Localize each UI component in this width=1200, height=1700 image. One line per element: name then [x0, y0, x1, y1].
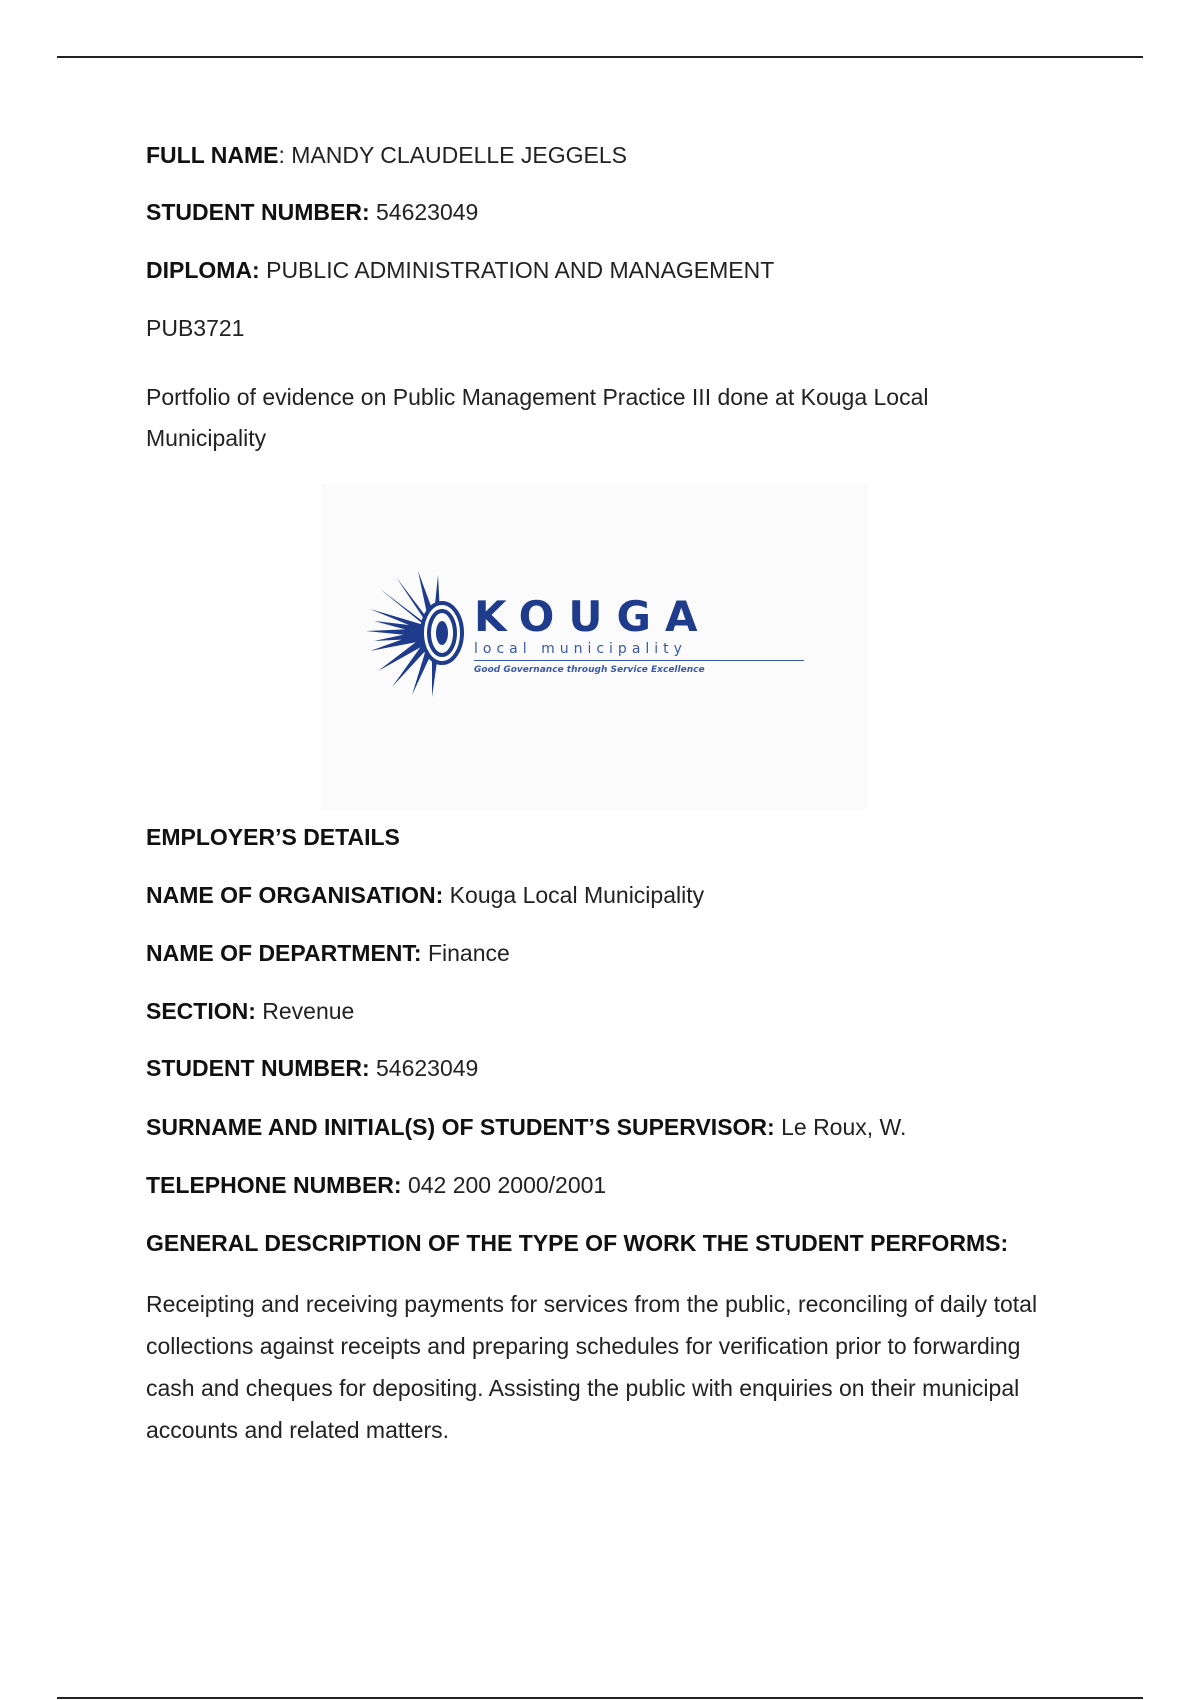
module-code-line [146, 313, 244, 343]
student-number-label: STUDENT NUMBER: [146, 199, 370, 225]
employer-heading: EMPLOYER’S DETAILS [146, 824, 400, 850]
student-number-value: 54623049 [369, 199, 479, 225]
diploma-line [146, 255, 774, 285]
general-description-heading: GENERAL DESCRIPTION OF THE TYPE OF WORK THE STUDENT PERFORMS: [146, 1230, 1009, 1256]
kouga-logo [322, 484, 868, 810]
kouga-sun-logo-icon [360, 570, 470, 700]
employer-student-number-label: STUDENT NUMBER: [146, 1055, 370, 1081]
department-line [146, 938, 510, 968]
footer-rule [57, 1697, 1143, 1699]
section-value: Revenue [255, 998, 355, 1024]
telephone-line [146, 1170, 606, 1200]
logo-subtitle: local municipality [474, 641, 687, 657]
student-number-line [146, 197, 478, 227]
employer-student-number-value: 54623049 [369, 1055, 479, 1081]
logo-tagline: Good Governance through Service Excellence [474, 665, 705, 675]
general-heading-line [146, 1228, 1008, 1258]
supervisor-line [146, 1112, 906, 1142]
logo-wordmark: KOUGA [474, 592, 712, 641]
module-code: PUB3721 [146, 315, 245, 341]
section-label: SECTION: [146, 998, 256, 1024]
portfolio-description: Portfolio of evidence on Public Management Practice III done at Kouga Local Municipality [146, 384, 929, 451]
supervisor-label: SURNAME AND INITIAL(S) OF STUDENT’S SUPERVISOR: [146, 1114, 775, 1140]
telephone-value: 042 200 2000/2001 [401, 1172, 607, 1198]
supervisor-value: Le Roux, W. [774, 1114, 907, 1140]
section-line [146, 996, 354, 1026]
diploma-value: PUBLIC ADMINISTRATION AND MANAGEMENT [259, 257, 775, 283]
organisation-label: NAME OF ORGANISATION: [146, 882, 444, 908]
employer-heading-line [146, 822, 400, 852]
department-value: Finance [421, 940, 510, 966]
full-name-value: : MANDY CLAUDELLE JEGGELS [278, 142, 627, 168]
department-label: NAME OF DEPARTMENT: [146, 940, 422, 966]
general-description-text: Receipting and receiving payments for services from the public, reconciling of daily total collections against receipts and preparing schedules for verification prior to forwarding cash and cheques for depositing. Assisting the public with enquiries on their municipal accounts and related matters. [146, 1291, 1038, 1443]
employer-student-number-line [146, 1053, 478, 1083]
telephone-label: TELEPHONE NUMBER: [146, 1172, 402, 1198]
organisation-line [146, 880, 704, 910]
logo-divider [474, 660, 804, 661]
organisation-value: Kouga Local Municipality [443, 882, 705, 908]
full-name-line [146, 140, 627, 170]
diploma-label: DIPLOMA: [146, 257, 260, 283]
full-name-label: FULL NAME [146, 142, 279, 168]
header-rule [57, 56, 1143, 58]
